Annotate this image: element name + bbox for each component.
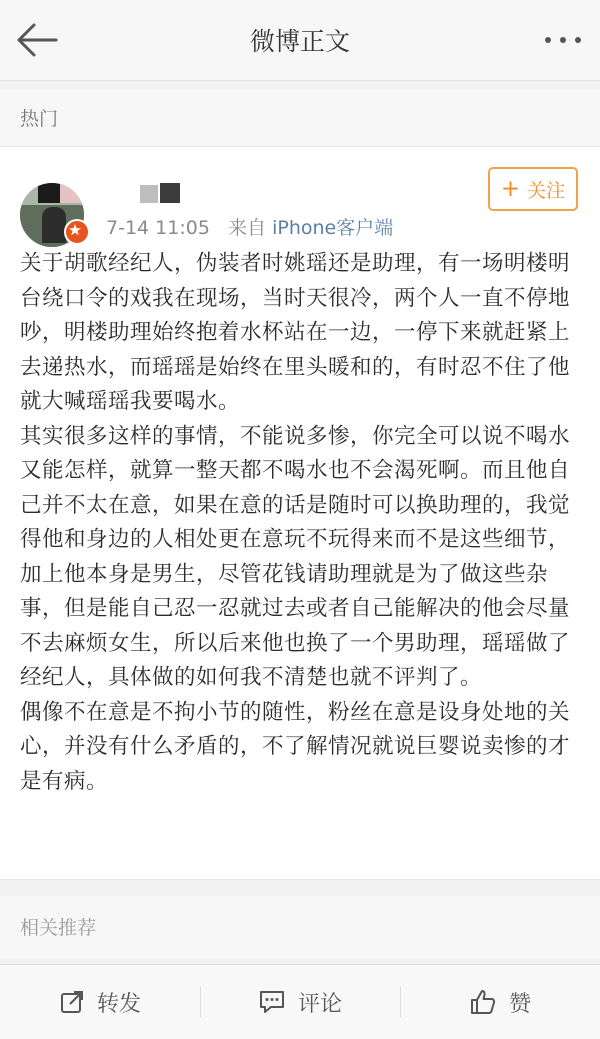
repost-label: 转发 (96, 991, 141, 1017)
post-paragraph: 偶像不在意是不拘小节的随性，粉丝在意是设身处地的关心，并没有什么矛盾的，不了解情况就说巨婴说卖惨的才是有病。 (20, 699, 571, 794)
post-source-link[interactable]: iPhone客户端 (272, 217, 394, 239)
post-paragraph: 其实很多这样的事情，不能说多惨，你完全可以说不喝水又能怎样，就算一整天都不喝水也不会渴死啊。而且他自己并不太在意，如果在意的话是随时可以换助理的，我觉得他和身边的人相处更在意玩不玩得来而不是这些细节，加上他本身是男生，尽管花钱请助理就是为了做这些杂事，但是能自己忍一忍就过去或者自己能解决的他会尽量不去麻烦女生，所以后来他也换了一个男助理，瑶瑶做了经纪人，具体做的如何我不清楚也就不评判了。 (20, 423, 571, 690)
page-title: 微博正文 (249, 27, 350, 56)
more-button[interactable] (542, 24, 584, 56)
related-section-header (0, 896, 600, 958)
hot-section-label: 热门 (20, 108, 59, 130)
weibo-post-card (0, 146, 600, 880)
verified-badge-icon (64, 219, 90, 245)
post-meta (106, 213, 393, 240)
post-body (20, 247, 580, 799)
like-button[interactable] (400, 965, 600, 1039)
hot-section-header (0, 90, 600, 146)
comment-label: 评论 (297, 991, 342, 1017)
repost-button[interactable] (0, 965, 200, 1039)
more-dots-icon (542, 24, 584, 56)
comment-icon (258, 989, 286, 1015)
comment-button[interactable] (200, 965, 400, 1039)
back-button[interactable] (14, 20, 60, 60)
bottom-action-bar (0, 964, 600, 1039)
post-paragraph: 关于胡歌经纪人，伪装者时姚瑶还是助理，有一场明楼明台绕口令的戏我在现场，当时天很冷，两个人一直不停地吵，明楼助理始终抱着水杯站在一边，一停下来就赶紧上去递热水，而瑶瑶是始终在里头暖和的，有时忍不住了他就大喊瑶瑶我要喝水。 (20, 251, 571, 414)
username-redacted-block (140, 185, 158, 203)
plus-icon: + (500, 175, 521, 202)
post-time: 7-14 11:05 (106, 217, 210, 239)
thumbs-up-icon (469, 988, 497, 1016)
username-redacted-block[interactable] (160, 183, 180, 203)
repost-icon (59, 989, 85, 1015)
follow-button[interactable] (488, 167, 578, 211)
follow-label: 关注 (527, 179, 566, 202)
related-section-label: 相关推荐 (20, 917, 97, 939)
post-source-prefix: 来自 (228, 217, 267, 239)
back-arrow-icon (14, 20, 60, 60)
top-navigation-bar (0, 0, 600, 81)
like-label: 赞 (508, 991, 531, 1017)
